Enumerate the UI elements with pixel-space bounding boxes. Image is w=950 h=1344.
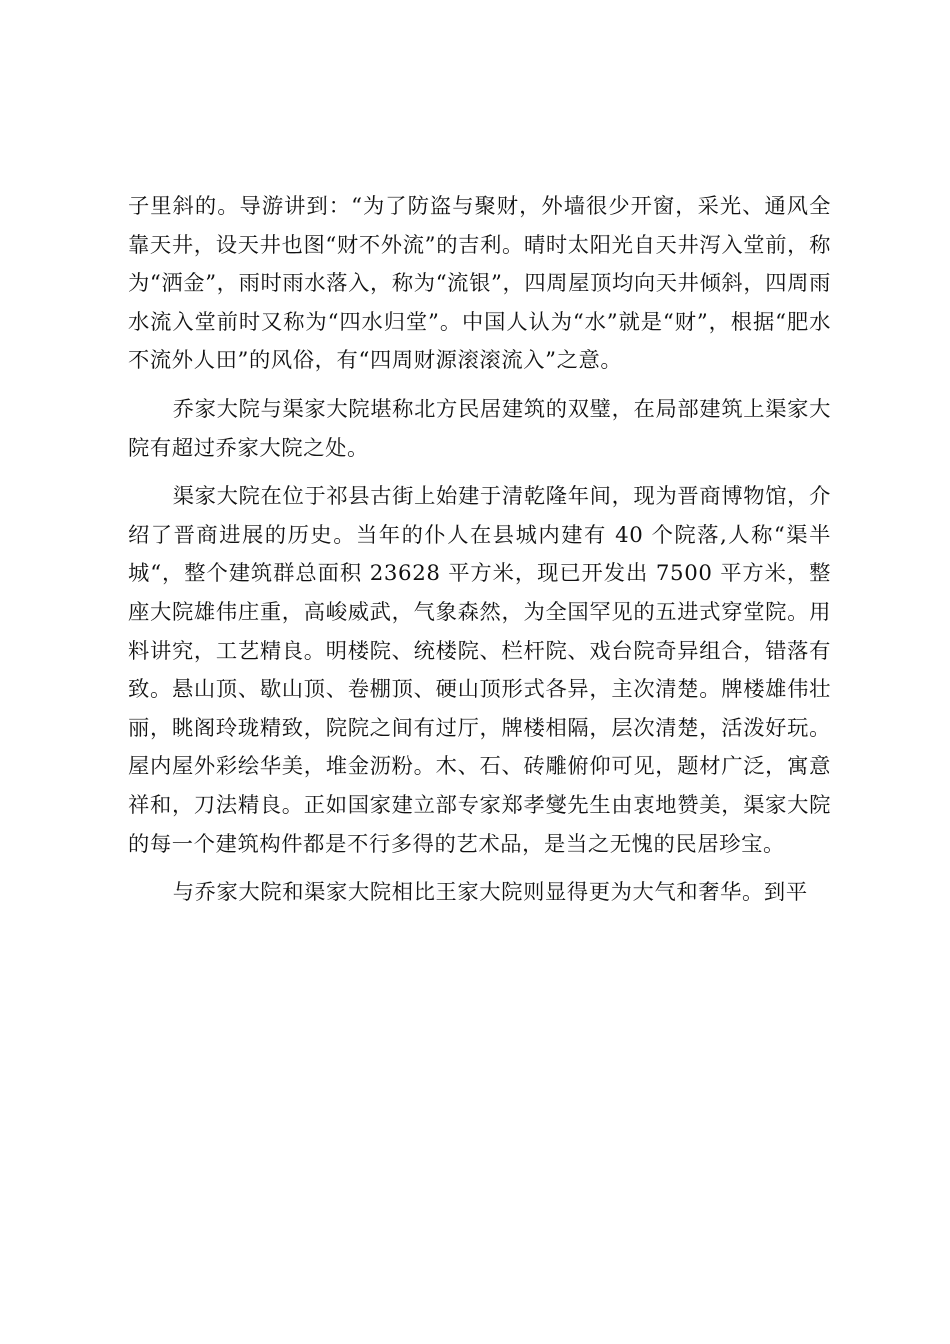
document-page [128, 188, 831, 923]
paragraph-wang-family-courtyard: 与乔家大院和渠家大院相比王家大院则显得更为大气和奢华。到平 [172, 880, 808, 906]
paragraph-qu-family-courtyard: 渠家大院在位于祁县古街上始建于清乾隆年间，现为晋商博物馆，介绍了晋商进展的历史。当年的仆人在县城内建有 40 个院落,人称“渠半城“，整个建筑群总面积 23628 平方米，现已开发出 7500 平方米，整座大院雄伟庄重，高峻威武，气象森然，为全国罕见的五进式穿堂院。用料讲究，工艺精良。明楼院、统楼院、栏杆院、戏台院奇异组合，错落有致。悬山顶、歇山顶、卷棚顶、硬山顶形式各异，主次清楚。牌楼雄伟壮丽，眺阁玲珑精致，院院之间有过厅，牌楼相隔，层次清楚，活泼好玩。屋内屋外彩绘华美，堆金沥粉。木、石、砖雕俯仰可见，题材广泛，寓意祥和，刀法精良。正如国家建立部专家郑孝燮先生由衷地赞美，渠家大院的每一个建筑构件都是不行多得的艺术品，是当之无愧的民居珍宝。 [128, 484, 831, 857]
paragraph-continuation: 子里斜的。导游讲到：“为了防盗与聚财，外墙很少开窗，采光、通风全靠天井，设天井也图“财不外流”的吉利。晴时太阳光自天井泻入堂前，称为“洒金”，雨时雨水落入，称为“流银”，四周屋顶均向天井倾斜，四周雨水流入堂前时又称为“四水归堂”。中国人认为“水”就是“财”，根据“肥水不流外人田”的风俗，有“四周财源滚滚流入”之意。 [128, 194, 831, 374]
paragraph-twin-courtyards: 乔家大院与渠家大院堪称北方民居建筑的双璧，在局部建筑上渠家大院有超过乔家大院之处。 [128, 396, 831, 461]
